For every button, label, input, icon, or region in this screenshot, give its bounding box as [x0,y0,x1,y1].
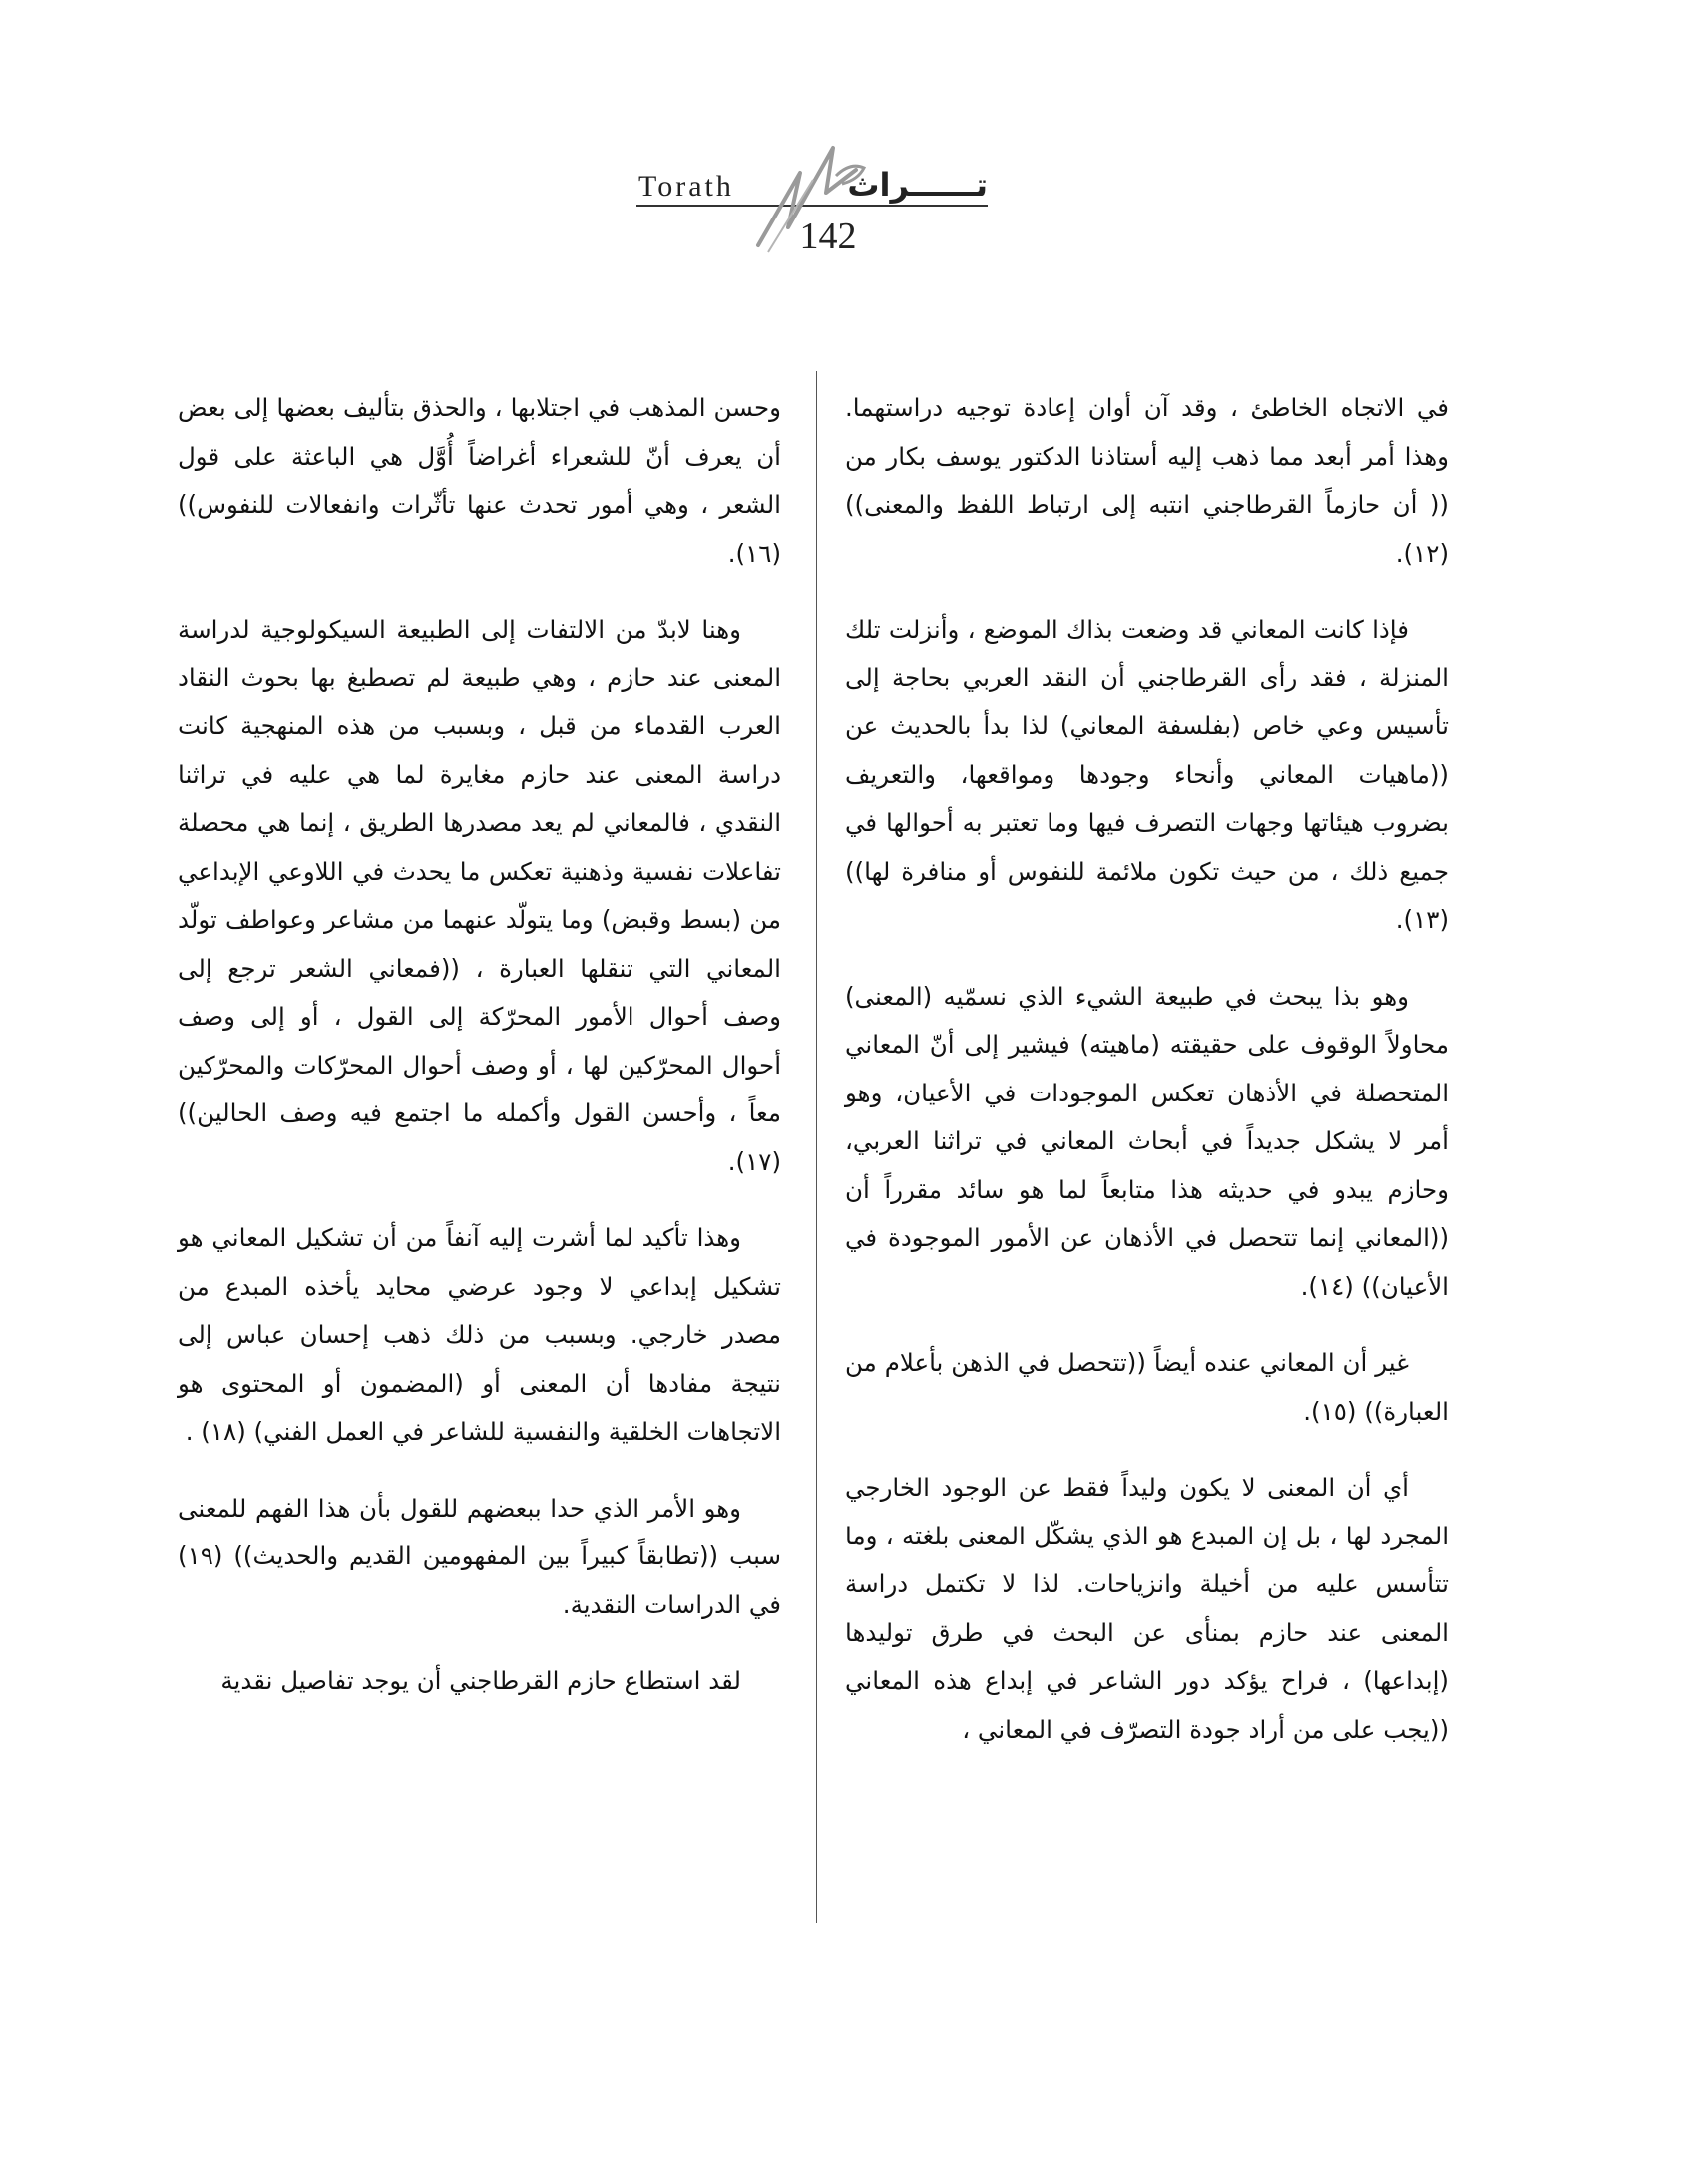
page-header [0,0,1682,269]
paragraph: في الاتجاه الخاطئ ، وقد آن أوان إعادة توجيه دراستهما. وهذا أمر أبعد مما ذهب إليه أستاذنا الدكتور يوسف بكار من (( أن حازماً القرطاجني انتبه إلى ارتباط اللفظ والمعنى)) (١٢). [845,393,1449,568]
paragraph: أي أن المعنى لا يكون وليداً فقط عن الوجود الخارجي المجرد لها ، بل إن المبدع هو الذي يشكّل المعنى بلغته ، وما تتأسس عليه من أخيلة وانزياحات. لذا لا تكتمل دراسة المعنى عند حازم بمنأى عن البحث في طرق توليدها (إبداعها) ، فراح يؤكد دور الشاعر في إبداع هذه المعاني ((يجب على من أراد جودة التصرّف في المعاني ، [845,1473,1449,1744]
paragraph: وحسن المذهب في اجتلابها ، والحذق بتأليف بعضها إلى بعض أن يعرف أنّ للشعراء أغراضاً أُوَّل هي الباعثة على قول الشعر ، وهي أمور تحدث عنها تأثّرات وانفعالات للنفوس)) (١٦). [178,393,781,568]
left-column [178,384,781,1734]
paragraph: لقد استطاع حازم القرطاجني أن يوجد تفاصيل نقدية [220,1666,741,1695]
page-number: 142 [799,216,857,257]
column-divider [816,371,817,1923]
journal-title-arabic: تــــــراث [847,166,988,204]
paragraph: وهو الأمر الذي حدا ببعضهم للقول بأن هذا الفهم للمعنى سبب ((تطابقاً كبيراً بين المفهومين القديم والحديث)) (١٩) في الدراسات النقدية. [178,1493,781,1619]
journal-title-latin: Torath [638,170,734,203]
paragraph: وهو بذا يبحث في طبيعة الشيء الذي نسمّيه (المعنى) محاولاً الوقوف على حقيقته (ماهيته) فيشير إلى أنّ المعاني المتحصلة في الأذهان تعكس الموجودات في الأعيان، وهو أمر لا يشكل جديداً في أبحاث المعاني في تراثنا العربي، وحازم يبدو في حديثه هذا متابعاً لما هو سائد مقرراً أن ((المعاني إنما تتحصل في الأذهان عن الأمور الموجودة في الأعيان)) (١٤). [845,981,1449,1301]
paragraph: وهنا لابدّ من الالتفات إلى الطبيعة السيكولوجية لدراسة المعنى عند حازم ، وهي طبيعة لم تصطبغ بها بحوث النقاد العرب القدماء من قبل ، وبسبب من هذه المنهجية كانت دراسة المعنى عند حازم مغايرة لما هي عليه في تراثنا النقدي ، فالمعاني لم يعد مصدرها الطريق ، إنما هي محصلة تفاعلات نفسية وذهنية تعكس ما يحدث في اللاوعي الإبداعي من (بسط وقبض) وما يتولّد عنهما من مشاعر وعواطف تولّد المعاني التي تنقلها العبارة ، ((فمعاني الشعر ترجع إلى وصف أحوال الأمور المحرّكة إلى القول ، أو إلى وصف أحوال المحرّكين لها ، أو وصف أحوال المحرّكات والمحرّكين معاً ، وأحسن القول وأكمله ما اجتمع فيه وصف الحالين)) (١٧). [178,615,781,1176]
paragraph: فإذا كانت المعاني قد وضعت بذاك الموضع ، وأنزلت تلك المنزلة ، فقد رأى القرطاجني أن النقد العربي بحاجة إلى تأسيس وعي خاص (بفلسفة المعاني) لذا بدأ بالحديث عن ((ماهيات المعاني وأنحاء وجودها ومواقعها، والتعريف بضروب هيئاتها وجهات التصرف فيها وما تعتبر به أحوالها في جميع ذلك ، من حيث تكون ملائمة للنفوس أو منافرة لها)) (١٣). [845,615,1449,934]
paragraph: وهذا تأكيد لما أشرت إليه آنفاً من أن تشكيل المعاني هو تشكيل إبداعي لا وجود عرضي محايد يأخذه المبدع من مصدر خارجي. وبسبب من ذلك ذهب إحسان عباس إلى نتيجة مفادها أن المعنى أو (المضمون أو المحتوى هو الاتجاهات الخلقية والنفسية للشاعر في العمل الفني) (١٨) . [178,1223,781,1446]
right-column [845,384,1449,1782]
paragraph: غير أن المعاني عنده أيضاً ((تتحصل في الذهن بأعلام من العبارة)) (١٥). [845,1348,1449,1426]
